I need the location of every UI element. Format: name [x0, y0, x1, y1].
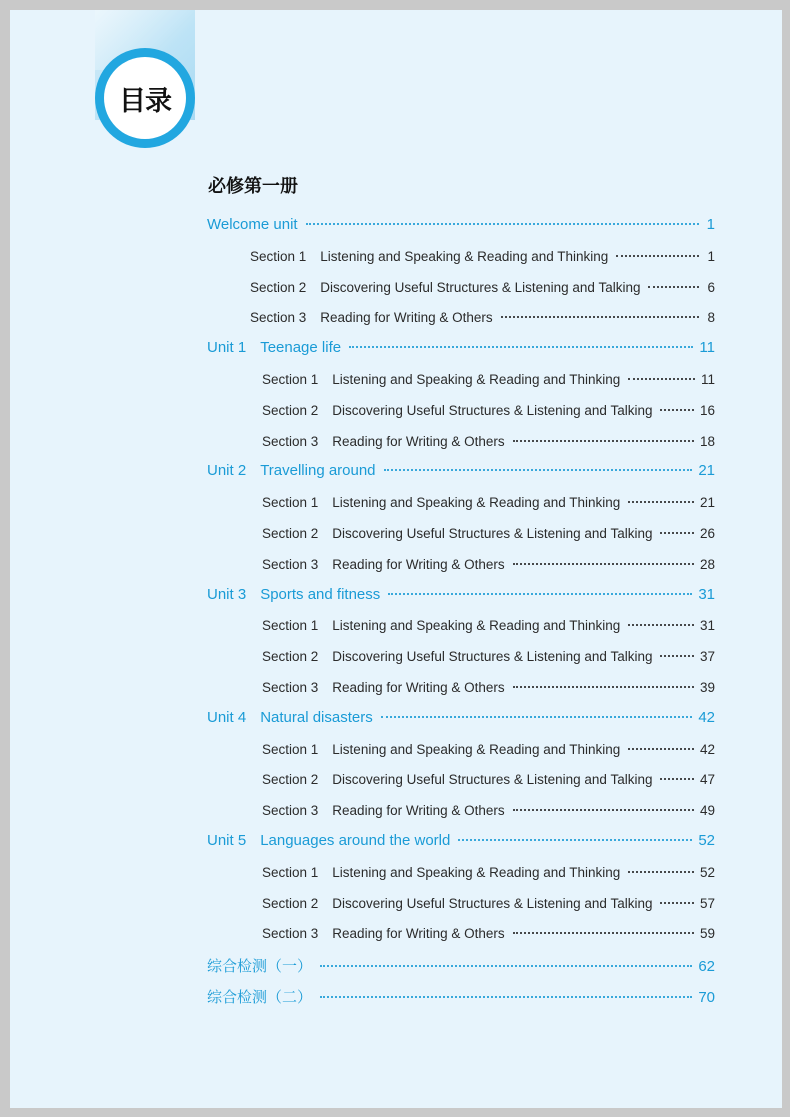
dot-leader [501, 316, 699, 318]
unit-label: Unit 2 [207, 462, 247, 480]
unit-title: Natural disasters [260, 708, 373, 726]
page-number: 31 [699, 618, 715, 634]
toc-section-row[interactable] [262, 772, 715, 787]
contents-badge-text: 目录 [119, 85, 171, 117]
page-number: 39 [699, 680, 715, 695]
volume-title: 必修第一册 [208, 176, 298, 197]
section-label: Section 2 [262, 526, 319, 541]
dot-leader [349, 346, 693, 348]
dot-leader [513, 932, 694, 934]
page-number: 42 [698, 708, 715, 726]
dot-leader [513, 686, 694, 688]
toc-section-row[interactable] [262, 495, 715, 510]
dot-leader [616, 255, 699, 257]
dot-leader [458, 839, 692, 841]
section-label: Section 3 [262, 680, 319, 695]
section-title: Reading for Writing & Others [332, 926, 505, 942]
unit-title: 综合检测（二） [207, 989, 313, 1006]
toc-unit-row[interactable] [207, 216, 715, 233]
unit-title: 综合检测（一） [207, 958, 313, 976]
dot-leader [384, 469, 693, 471]
toc-section-row[interactable] [250, 310, 715, 325]
page-number: 21 [699, 495, 715, 511]
page-number: 52 [699, 864, 715, 880]
unit-title: Travelling around [260, 462, 376, 480]
page-number: 42 [699, 741, 715, 757]
page-number: 21 [698, 462, 715, 480]
section-title: Discovering Useful Structures & Listening and Talking [332, 895, 653, 911]
page-number: 1 [707, 248, 715, 264]
page-number: 59 [699, 926, 715, 942]
unit-label: Unit 4 [207, 708, 247, 726]
section-title: Discovering Useful Structures & Listening and Talking [320, 279, 641, 295]
page-number: 52 [698, 832, 715, 849]
section-label: Section 2 [262, 402, 319, 418]
section-label: Section 3 [262, 803, 319, 819]
section-title: Discovering Useful Structures & Listening and Talking [332, 772, 653, 788]
page-number: 26 [699, 526, 715, 541]
dot-leader [660, 409, 694, 411]
section-title: Discovering Useful Structures & Listening and Talking [332, 526, 653, 541]
section-label: Section 3 [262, 556, 319, 572]
section-title: Reading for Writing & Others [332, 803, 505, 819]
unit-title: Welcome unit [207, 216, 298, 233]
toc-unit-row[interactable] [207, 832, 715, 849]
section-title: Listening and Speaking & Reading and Thinking [332, 618, 621, 634]
page-number: 31 [698, 585, 715, 603]
page-number: 49 [699, 803, 715, 819]
section-label: Section 1 [262, 864, 319, 880]
toc-section-row[interactable] [262, 557, 715, 572]
section-label: Section 1 [262, 741, 319, 757]
dot-leader [381, 716, 693, 718]
section-label: Section 2 [262, 895, 319, 911]
table-of-contents [10, 10, 782, 1108]
toc-section-row[interactable] [262, 926, 715, 941]
page-number: 11 [700, 372, 715, 387]
section-title: Listening and Speaking & Reading and Thinking [332, 372, 621, 387]
toc-unit-row[interactable] [207, 462, 715, 479]
unit-label: Unit 3 [207, 585, 247, 603]
toc-section-row[interactable] [262, 742, 715, 757]
unit-title: Teenage life [260, 339, 342, 357]
toc-unit-row[interactable] [207, 709, 715, 726]
toc-section-row[interactable] [262, 434, 715, 449]
toc-section-row[interactable] [262, 865, 715, 880]
section-title: Reading for Writing & Others [332, 680, 505, 695]
dot-leader [660, 532, 694, 534]
unit-label: Unit 1 [207, 339, 247, 357]
section-title: Listening and Speaking & Reading and Thinking [320, 248, 609, 264]
toc-section-row[interactable] [262, 403, 715, 418]
section-title: Discovering Useful Structures & Listening and Talking [332, 402, 653, 418]
section-label: Section 3 [250, 310, 307, 326]
dot-leader [660, 655, 694, 657]
toc-unit-row[interactable] [207, 586, 715, 603]
section-title: Listening and Speaking & Reading and Thinking [332, 495, 621, 511]
toc-unit-row[interactable] [207, 339, 715, 356]
section-title: Discovering Useful Structures & Listening and Talking [332, 649, 653, 665]
page-number: 16 [699, 402, 715, 418]
toc-section-row[interactable] [262, 372, 715, 387]
dot-leader [628, 624, 694, 626]
dot-leader [660, 902, 694, 904]
page-number: 57 [699, 895, 715, 911]
dot-leader [388, 593, 692, 595]
section-title: Reading for Writing & Others [332, 433, 505, 449]
page-number: 18 [699, 433, 715, 449]
section-label: Section 1 [262, 495, 319, 511]
page-number: 11 [699, 339, 715, 357]
section-label: Section 2 [262, 772, 319, 788]
section-label: Section 2 [262, 649, 319, 665]
dot-leader [320, 965, 692, 967]
section-label: Section 1 [262, 618, 319, 634]
document-page [10, 10, 782, 1108]
toc-section-row[interactable] [262, 896, 715, 911]
dot-leader [628, 871, 694, 873]
dot-leader [320, 996, 692, 998]
toc-section-row[interactable] [262, 803, 715, 818]
section-label: Section 2 [250, 279, 307, 295]
page-number: 1 [706, 216, 715, 233]
toc-section-row[interactable] [262, 649, 715, 664]
toc-section-row[interactable] [250, 280, 715, 295]
unit-label: Unit 5 [207, 832, 247, 849]
section-title: Reading for Writing & Others [332, 556, 505, 572]
toc-section-row[interactable] [262, 680, 715, 695]
unit-title: Sports and fitness [260, 585, 381, 603]
page-number: 6 [707, 279, 715, 295]
dot-leader [513, 563, 694, 565]
dot-leader [648, 286, 699, 288]
dot-leader [306, 223, 699, 225]
toc-unit-row[interactable] [207, 986, 715, 1007]
dot-leader [660, 778, 694, 780]
page-number: 28 [699, 556, 715, 572]
section-label: Section 3 [262, 926, 319, 942]
page-number: 47 [699, 772, 715, 788]
dot-leader [628, 501, 694, 503]
page-number: 8 [707, 310, 715, 326]
section-title: Reading for Writing & Others [320, 310, 493, 326]
section-title: Listening and Speaking & Reading and Thinking [332, 741, 621, 757]
page-number: 62 [698, 958, 715, 976]
dot-leader [628, 748, 694, 750]
dot-leader [513, 440, 694, 442]
dot-leader [513, 809, 694, 811]
section-label: Section 3 [262, 433, 319, 449]
toc-section-row[interactable] [262, 618, 715, 633]
dot-leader [628, 378, 695, 380]
page-number: 37 [699, 649, 715, 665]
section-title: Listening and Speaking & Reading and Thinking [332, 864, 621, 880]
toc-section-row[interactable] [250, 249, 715, 264]
section-label: Section 1 [262, 372, 319, 387]
page-number: 70 [698, 989, 715, 1006]
toc-unit-row[interactable] [207, 955, 715, 976]
toc-section-row[interactable] [262, 526, 715, 541]
unit-title: Languages around the world [260, 832, 451, 849]
section-label: Section 1 [250, 248, 307, 264]
